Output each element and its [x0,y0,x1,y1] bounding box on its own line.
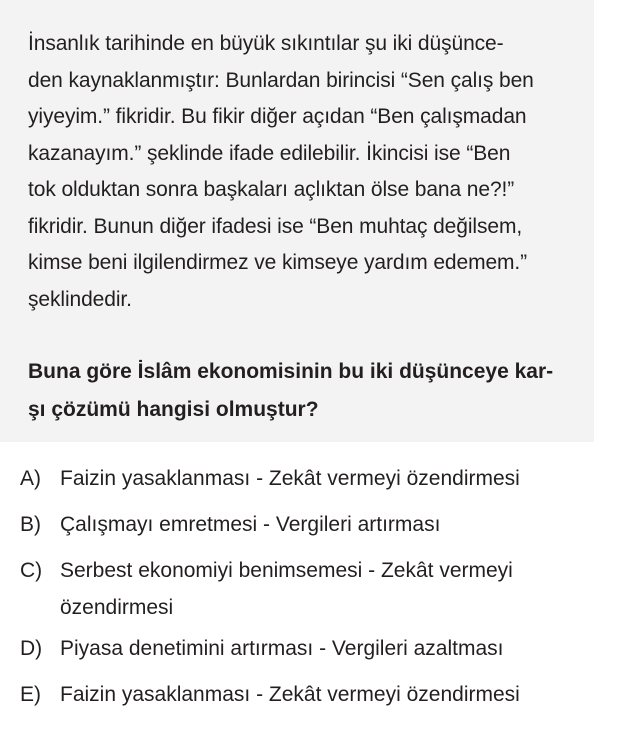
option-e[interactable] [20,676,520,713]
option-line: Piyasa denetimini artırması - Vergileri azaltması [60,637,504,660]
option-text [60,460,520,497]
option-letter: D) [20,637,43,660]
question-stem [28,353,584,429]
option-line: özendirmesi [60,596,174,619]
option-b[interactable] [20,506,440,543]
passage-line: den kaynaklanmıştır: Bunlardan birincisi “Sen çalış ben [28,68,534,92]
option-letter: E) [20,683,41,706]
question-line: Buna göre İslâm ekonomisinin bu iki düşünceye kar- [28,360,554,383]
option-line: Faizin yasaklanması - Zekât vermeyi özendirmesi [60,683,520,706]
passage-line: yiyeyim.” fikridir. Bu fikir diğer açıdan “Ben çalışmadan [28,105,527,128]
passage-line: kazanayım.” şeklinde ifade edilebilir. İkincisi ise “Ben [28,141,511,165]
option-line: Serbest ekonomiyi benimsemesi - Zekât vermeyi [60,559,513,582]
passage-line: fikridir. Bunun diğer ifadesi ise “Ben muhtaç değilsem, [28,214,523,238]
option-text [60,506,440,543]
question-line: şı çözümü hangisi olmuştur? [28,398,319,421]
option-d[interactable] [20,630,504,667]
option-line: Çalışmayı emretmesi - Vergileri artırması [60,513,441,536]
option-text [60,630,504,667]
option-a[interactable] [20,460,520,497]
option-line: Faizin yasaklanması - Zekât vermeyi özendirmesi [60,467,520,490]
option-letter: B) [20,513,41,536]
option-text [60,676,520,713]
option-c[interactable] [20,552,513,626]
passage-line: İnsanlık tarihinde en büyük sıkıntılar şu iki düşünce- [28,32,504,55]
passage-line: şeklindedir. [28,287,132,311]
passage-text [28,26,584,318]
passage-line: kimse beni ilgilendirmez ve kimseye yardım edemem.” [28,251,528,274]
option-letter: C) [20,559,43,582]
option-text [60,552,513,626]
option-letter: A) [20,467,41,490]
passage-line: tok olduktan sonra başkaları açlıktan ölse bana ne?!” [28,178,515,201]
